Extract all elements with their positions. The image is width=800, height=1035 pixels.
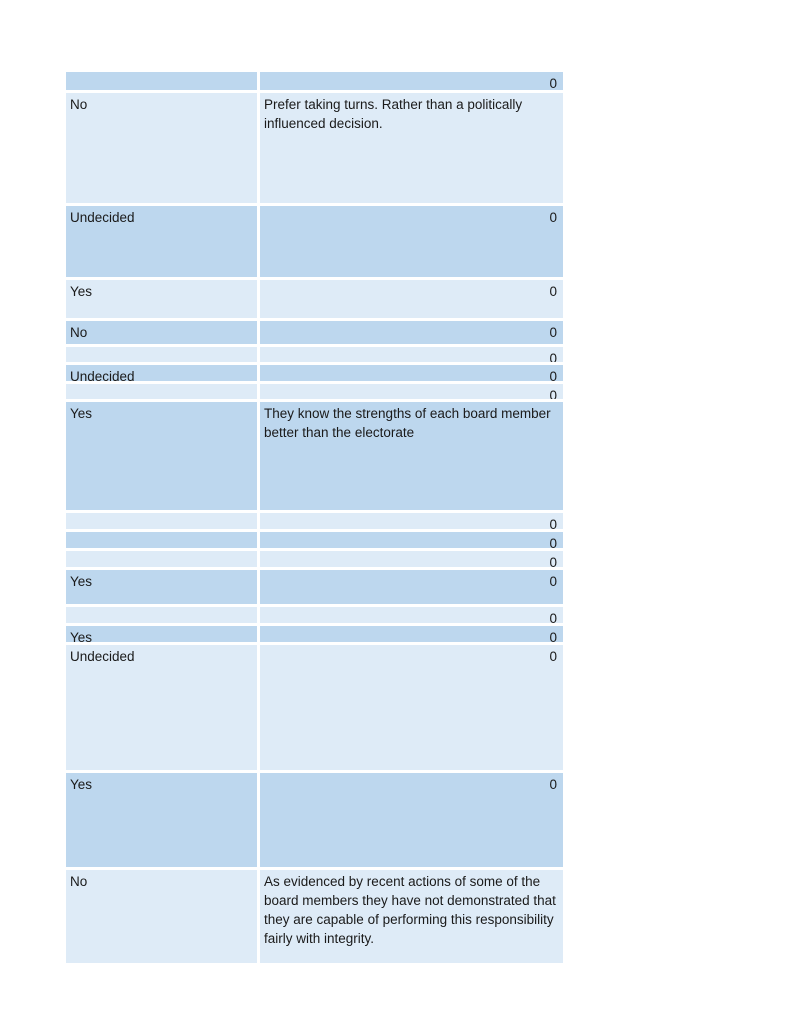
table-row xyxy=(66,870,563,963)
answer-cell[interactable] xyxy=(66,607,257,623)
count-cell[interactable]: 0 xyxy=(260,365,563,381)
count-cell[interactable]: 0 xyxy=(260,570,563,604)
survey-response-table xyxy=(66,72,563,963)
count-cell[interactable]: 0 xyxy=(260,532,563,548)
count-cell[interactable]: 0 xyxy=(260,72,563,90)
table-row xyxy=(66,532,563,548)
answer-cell[interactable] xyxy=(66,384,257,399)
table-row xyxy=(66,626,563,642)
table-row xyxy=(66,347,563,362)
answer-cell[interactable]: Yes xyxy=(66,280,257,318)
table-row xyxy=(66,72,563,90)
answer-cell[interactable]: Yes xyxy=(66,402,257,510)
comment-cell[interactable]: As evidenced by recent actions of some of the board members they have not demonstrated that they are capable of performing this responsibility fairly with integrity. xyxy=(260,870,563,963)
answer-cell[interactable]: No xyxy=(66,93,257,203)
answer-cell[interactable]: No xyxy=(66,321,257,344)
count-cell[interactable]: 0 xyxy=(260,347,563,362)
table-row xyxy=(66,513,563,529)
answer-cell[interactable]: Undecided xyxy=(66,365,257,381)
count-cell[interactable]: 0 xyxy=(260,384,563,399)
count-cell[interactable]: 0 xyxy=(260,321,563,344)
table-row xyxy=(66,773,563,867)
answer-cell[interactable] xyxy=(66,532,257,548)
answer-cell[interactable]: Undecided xyxy=(66,206,257,277)
count-cell[interactable]: 0 xyxy=(260,645,563,770)
comment-cell[interactable]: Prefer taking turns. Rather than a politically influenced decision. xyxy=(260,93,563,203)
count-cell[interactable]: 0 xyxy=(260,280,563,318)
table-row xyxy=(66,607,563,623)
answer-cell[interactable]: No xyxy=(66,870,257,963)
table-row xyxy=(66,365,563,381)
table-row xyxy=(66,645,563,770)
count-cell[interactable]: 0 xyxy=(260,626,563,642)
answer-cell[interactable]: Undecided xyxy=(66,645,257,770)
answer-cell[interactable]: Yes xyxy=(66,773,257,867)
count-cell[interactable]: 0 xyxy=(260,206,563,277)
table-row xyxy=(66,280,563,318)
table-row xyxy=(66,402,563,510)
table-row xyxy=(66,321,563,344)
count-cell[interactable]: 0 xyxy=(260,513,563,529)
answer-cell[interactable] xyxy=(66,72,257,90)
answer-cell[interactable] xyxy=(66,513,257,529)
count-cell[interactable]: 0 xyxy=(260,607,563,623)
table-row xyxy=(66,93,563,203)
answer-cell[interactable]: Yes xyxy=(66,626,257,642)
comment-cell[interactable]: They know the strengths of each board member better than the electorate xyxy=(260,402,563,510)
count-cell[interactable]: 0 xyxy=(260,551,563,567)
table-row xyxy=(66,551,563,567)
answer-cell[interactable] xyxy=(66,551,257,567)
count-cell[interactable]: 0 xyxy=(260,773,563,867)
answer-cell[interactable]: Yes xyxy=(66,570,257,604)
answer-cell[interactable] xyxy=(66,347,257,362)
table-row xyxy=(66,384,563,399)
table-row xyxy=(66,206,563,277)
table-row xyxy=(66,570,563,604)
